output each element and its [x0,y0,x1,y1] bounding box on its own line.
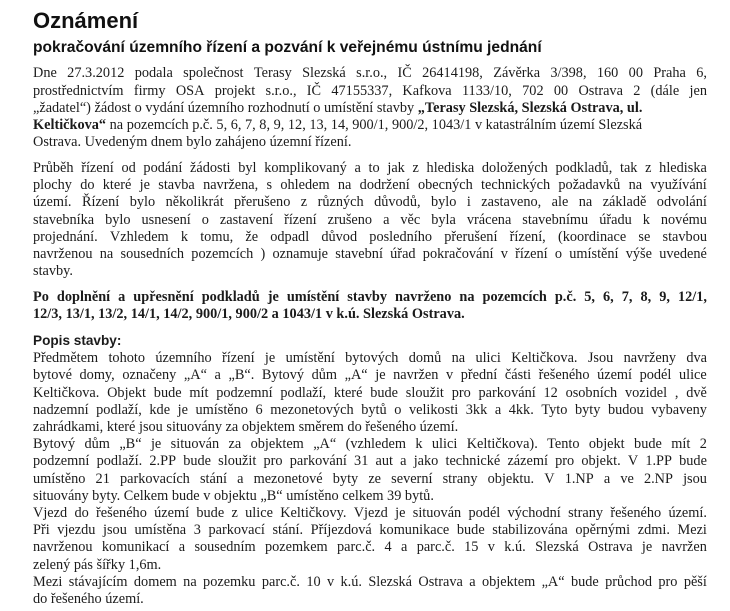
paragraph-line: Předmětem tohoto územního řízení je umístění bytových domů na ulici Keltičkova. Jsou navrženy dva [33,350,707,367]
paragraph-line: plochy do které je stavba navržena, s ohledem na dodržení obecných technických požadavků na využívání [33,177,707,194]
paragraph-line: Průběh řízení od podání žádosti byl komplikovaný a to jak z hlediska doložených podkladů, tak z hlediska [33,159,707,176]
paragraph-line: Keltičkova. Objekt bude mít podzemní podlaží, které bude sloužit pro parkování 12 osobních vozidel , dvě [33,384,707,401]
project-name-cont: Keltičkova“ [33,116,107,133]
paragraph-line: Při vjezdu jsou umístěna 3 parkovací stání. Příjezdová komunikace bude stabilizována opěrnými zdmi. Mezi [33,522,707,539]
paragraph-line: území. Řízení bylo několikrát přerušeno z různých důvodů, bylo i zastaveno, ale na základě odvolání [33,194,707,211]
section-heading: Popis stavby: [33,332,122,348]
paragraph-line: do řešeného území. [33,591,144,607]
paragraph-line: navrženou na sousedních pozemcích ) oznamuje stavební úřad pokračování v řízení o umístění výše uvedené [33,245,707,262]
paragraph-line: Vjezd do řešeného území bude z ulice Keltičkovy. Vjezd je situován podél východní strany řešeného území. [33,504,707,521]
paragraph-line: podzemní podlaží. 2.PP bude sloužit pro parkování 31 aut a jako technické zázemí pro objekt. V 1.PP bude [33,453,707,470]
paragraph-line: zelený pás šířky 1,6m. [33,556,162,573]
paragraph-line: bytové domy, označeny „A“ a „B“. Bytový dům „A“ je navržen v přední části řešeného území podél ulice [33,367,707,384]
paragraph-line: Mezi stávajícím domem na pozemku parc.č. 10 v k.ú. Slezská Ostrava a objektem „A“ bude průchod pro pěší [33,573,707,590]
document-subtitle: pokračování územního řízení a pozvání k veřejnému ústnímu jednání [33,38,542,56]
paragraph-line: stavby. [33,263,73,280]
paragraph-line: prostřednictvím firmy OSA projekt s.r.o., IČ 47155337, Kafkova 1133/10, 702 00 Ostrava 2 (dále jen [33,82,707,99]
bold-paragraph-line: 12/3, 13/1, 13/2, 14/1, 14/2, 900/1, 900/2 a 1043/1 v k.ú. Slezská Ostrava. [33,306,465,323]
paragraph-line: nadzemní podlaží, kde je umístěno 6 mezonetových bytů o velikosti 3kk a 4kk. Tyto byty budou vybaveny [33,401,707,418]
paragraph-line: Keltičkova“ na pozemcích p.č. 5, 6, 7, 8, 9, 12, 13, 14, 900/1, 900/2, 1043/1 v katastrálním území Slezská [33,116,643,133]
paragraph-line: navrženou komunikací a sousedním pozemkem parc.č. 4 a parc.č. 15 v k.ú. Slezská Ostrava je navržen [33,539,707,556]
paragraph-line: Bytový dům „B“ je situován za objektem „A“ (vzhledem k ulici Keltičkova). Tento objekt bude mít 2 [33,436,707,453]
paragraph-line: „žadatel“) žádost o vydání územního rozhodnutí o umístění stavby „Terasy Slezská, Slezská Ostrava, ul. [33,99,643,116]
paragraph-line: projednání. Vzhledem k tomu, že odpadl důvod posledního přerušení řízení, (koordinace se stavbou [33,228,707,245]
paragraph-line: Dne 27.3.2012 podala společnost Terasy Slezská s.r.o., IČ 26414198, Závěrka 3/398, 160 00 Praha 6, [33,65,707,82]
paragraph-line: umístěno 21 parkovacích stání a mezonetové byty ze severní strany objektu. V 1.NP a ve 2.NP jsou [33,470,707,487]
project-name: „Terasy Slezská, Slezská Ostrava, ul. [417,99,643,116]
paragraph-line: Ostrava. Uvedeným dnem bylo zahájeno územní řízení. [33,134,352,151]
paragraph-line: stavebníka bylo usnesení o zastavení řízení zrušeno a věc byla vrácena stavebnímu úřadu k novému [33,211,707,228]
document-title: Oznámení [33,8,139,33]
paragraph-line: situovány byty. Celkem bude v objektu „B“ umístěno celkem 39 bytů. [33,487,434,504]
bold-paragraph-line: Po doplnění a upřesnění podkladů je umístění stavby navrženo na pozemcích p.č. 5, 6, 7, 8, 9, 12/1, [33,288,707,305]
paragraph-line: zahrádkami, které jsou situovány za objektem směrem do řešeného území. [33,418,459,435]
